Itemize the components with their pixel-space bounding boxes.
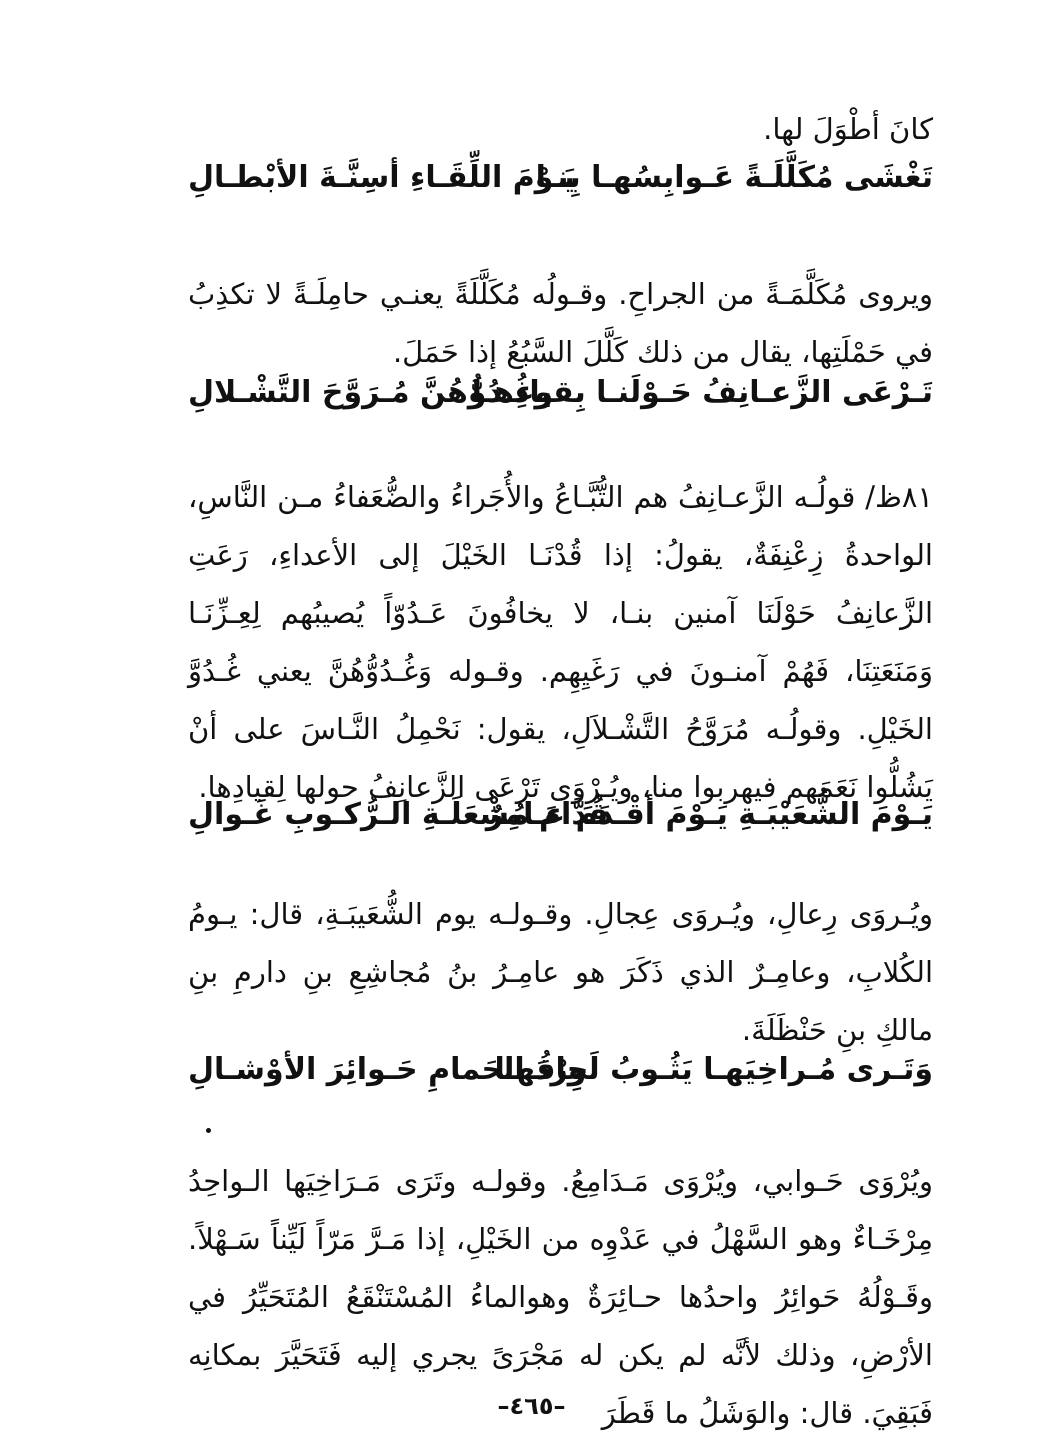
verse-second-hemistich: قُدَّامَ مُشْعَلَـةِ الـرُّكـوبِ غَـوالِ xyxy=(188,797,609,832)
verse-line xyxy=(188,790,933,840)
verse-second-hemistich: يَـوْمَ اللِّقَـاءِ أسِنَّـةَ الأبْطـالِ xyxy=(188,160,576,195)
prose-paragraph: كانَ أطْوَلَ لها. xyxy=(763,112,933,146)
verse-second-hemistich: وغُـدُوُّهُنَّ مُـرَوَّحَ التَّشْـلالِ xyxy=(188,375,554,410)
verse-second-hemistich: وِرْدَ الحَمامِ حَـوائِرَ الأوْشـالِ xyxy=(188,1052,587,1087)
stray-dot-mark xyxy=(206,1128,211,1133)
prose-paragraph: ويُرْوَى حَـوابي، ويُرْوَى مَـدَامِعُ. وقولـه وتَرَى مَـرَاخِيَها الـواحِدُ مِرْخَـاءٌ وهو السَّهْلُ في عَدْوِه من الخَيْلِ، إذا مَـرَّ مَرّاً لَيِّناً سَـهْلاً. وقَـوْلُهُ حَوائِرُ واحدُها حـائِرَةٌ وهوالماءُ المُسْتَنْقَعُ المُتَحَيِّرُ في الأرْضِ، وذلك لأنَّه لم يكن له مَجْرَىً يجري إليه فَتَحَيَّرَ بمكانِه فَبَقِيَ. قال: والوَشَلُ ما قَطَرَ xyxy=(188,1164,933,1430)
verse-first-hemistich: تَـرْعَى الزَّعـانِفُ حَـوْلَنـا بِقيادِهـا xyxy=(471,375,933,410)
verse-first-hemistich: تَغْشَى مُكَلَّلَـةً عَـوابِسُهـا بِنـا xyxy=(535,160,933,195)
verse-first-hemistich: وَتَـرى مُـراخِيَهـا يَثُـوبُ لَحاقُهـا xyxy=(494,1052,933,1087)
prose-paragraph: ويروى مُكَلَّمَـةً من الجراحِ. وقـولُه مُكَلَّلَةً يعنـي حامِلَـةً لا تكذِبُ في حَمْلَتِها، يقال من ذلك كَلَّلَ السَّبُعُ إذا حَمَلَ. xyxy=(188,277,933,369)
verse-line xyxy=(188,368,933,418)
page-number: –٤٦٥– xyxy=(497,1392,566,1420)
verse-line xyxy=(188,153,933,203)
verse-first-hemistich: يَـوْمَ الشُّعَيْبَـةِ يَـوْمَ أقْـدَمَ عـامِرٌ xyxy=(485,797,933,832)
prose-paragraph: ٨١ظ/ قولُـه الزَّعـانِفُ هم التُّبَّـاعُ والأُجَراءُ والضُّعَفاءُ مـن النَّاسِ، الواحدةُ زِعْنِفَةٌ، يقولُ: إذا قُدْنَـا الخَيْلَ إلى الأعداءِ، رَعَتِ الزَّعانِفُ حَوْلَنَا آمنين بنـا، لا يخافُونَ عَـدُوّاً يُصيبُهم لِعِـزِّنَـا وَمَنَعَتِنَا، فَهُمْ آمنـونَ في رَغَيِهِم. وقـوله وَغُـدُوُّهُنَّ يعني غُـدُوَّ الخَيْلِ. وقولُـه مُرَوَّحُ التَّشْـلاَلِ، يقول: نَحْمِلُ النَّـاسَ على أنْ يَشُلُّوا نَعَمَهم فيهربوا منا، ويُـرْوَى تَرْعَى الزَّعانِفُ حولها لِقيادِها. xyxy=(188,480,933,804)
verse-line xyxy=(188,1045,933,1095)
prose-paragraph: ويُـروَى رِعالِ، ويُـروَى عِجالِ. وقـولـه يوم الشُّعَيبَـةِ، قال: يـومُ الكُلابِ، وعامِـرٌ الذي ذَكَرَ هو عامِـرُ بنُ مُجاشِعِ بنِ دارمِ بنِ مالكِ بنِ حَنْظَلَةَ. xyxy=(188,897,933,1047)
